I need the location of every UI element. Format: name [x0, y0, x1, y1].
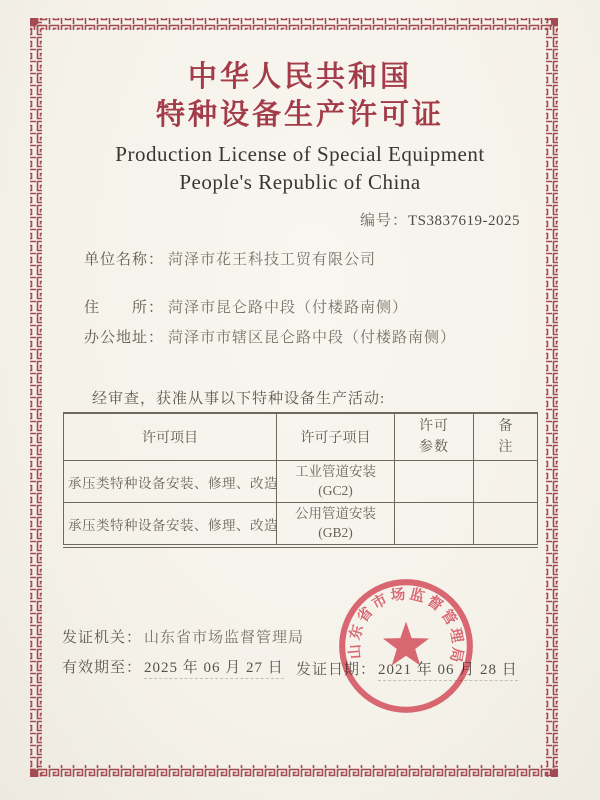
license-table [63, 412, 538, 548]
row1-sub-project: 工业管道安装 [295, 464, 376, 480]
row1-remarks [474, 461, 538, 503]
official-seal [330, 570, 482, 722]
issue-date-label: 发证日期： [296, 662, 377, 678]
row1-sub-code: (GC2) [318, 482, 353, 498]
title-cn-line2: 特种设备生产许可证 [155, 99, 444, 131]
header-sub-project: 许可子项目 [277, 413, 395, 461]
row2-remarks [474, 503, 538, 547]
row2-project: 承压类特种设备安装、修理、改造 [68, 517, 278, 533]
row2-params [395, 503, 474, 547]
field-residence [84, 296, 408, 317]
company-value: 菏泽市花王科技工贸有限公司 [168, 252, 377, 268]
residence-value: 菏泽市昆仑路中段（付楼路南侧） [168, 300, 409, 316]
header-remarks: 备注 [474, 413, 538, 461]
row2-sub-project: 公用管道安装 [295, 506, 376, 522]
title-en-line1: Production License of Special Equipment [115, 142, 485, 166]
row1-project: 承压类特种设备安装、修理、改造 [68, 475, 278, 491]
seal-arc-text: 山东省市场监督管理局 [346, 586, 466, 667]
company-label: 单位名称： [84, 252, 165, 268]
seal-star-icon [383, 622, 429, 666]
title-en-line2: People's Republic of China [179, 170, 421, 194]
issuing-authority-label: 发证机关： [62, 630, 143, 646]
header-project: 许可项目 [64, 413, 277, 461]
license-number-label: 编号： [359, 213, 408, 229]
table-row [64, 461, 538, 503]
license-number-value: TS3837619-2025 [408, 213, 520, 229]
issuing-authority-value: 山东省市场监督管理局 [144, 630, 305, 646]
valid-until-label: 有效期至： [62, 660, 143, 676]
issue-date-value: 2021 年 06 月 28 日 [378, 662, 518, 681]
valid-until-value: 2025 年 06 月 27 日 [144, 660, 284, 679]
row1-params [395, 461, 474, 503]
field-company [84, 248, 376, 269]
residence-label: 住 所： [84, 300, 165, 316]
title-cn-line1: 中华人民共和国 [187, 61, 412, 93]
table-row [64, 503, 538, 547]
row2-sub-code: (GB2) [318, 524, 353, 540]
header-params: 许可参数 [395, 413, 474, 461]
office-address-value: 菏泽市市辖区昆仑路中段（付楼路南侧） [168, 330, 457, 346]
table-header-row [64, 413, 538, 461]
approval-note: 经审查，获准从事以下特种设备生产活动: [92, 391, 386, 407]
license-number [360, 209, 520, 230]
valid-until [62, 656, 284, 677]
issuing-authority [62, 626, 304, 647]
office-address-label: 办公地址： [84, 330, 165, 346]
title-block [0, 58, 600, 196]
field-office-address [84, 326, 456, 347]
